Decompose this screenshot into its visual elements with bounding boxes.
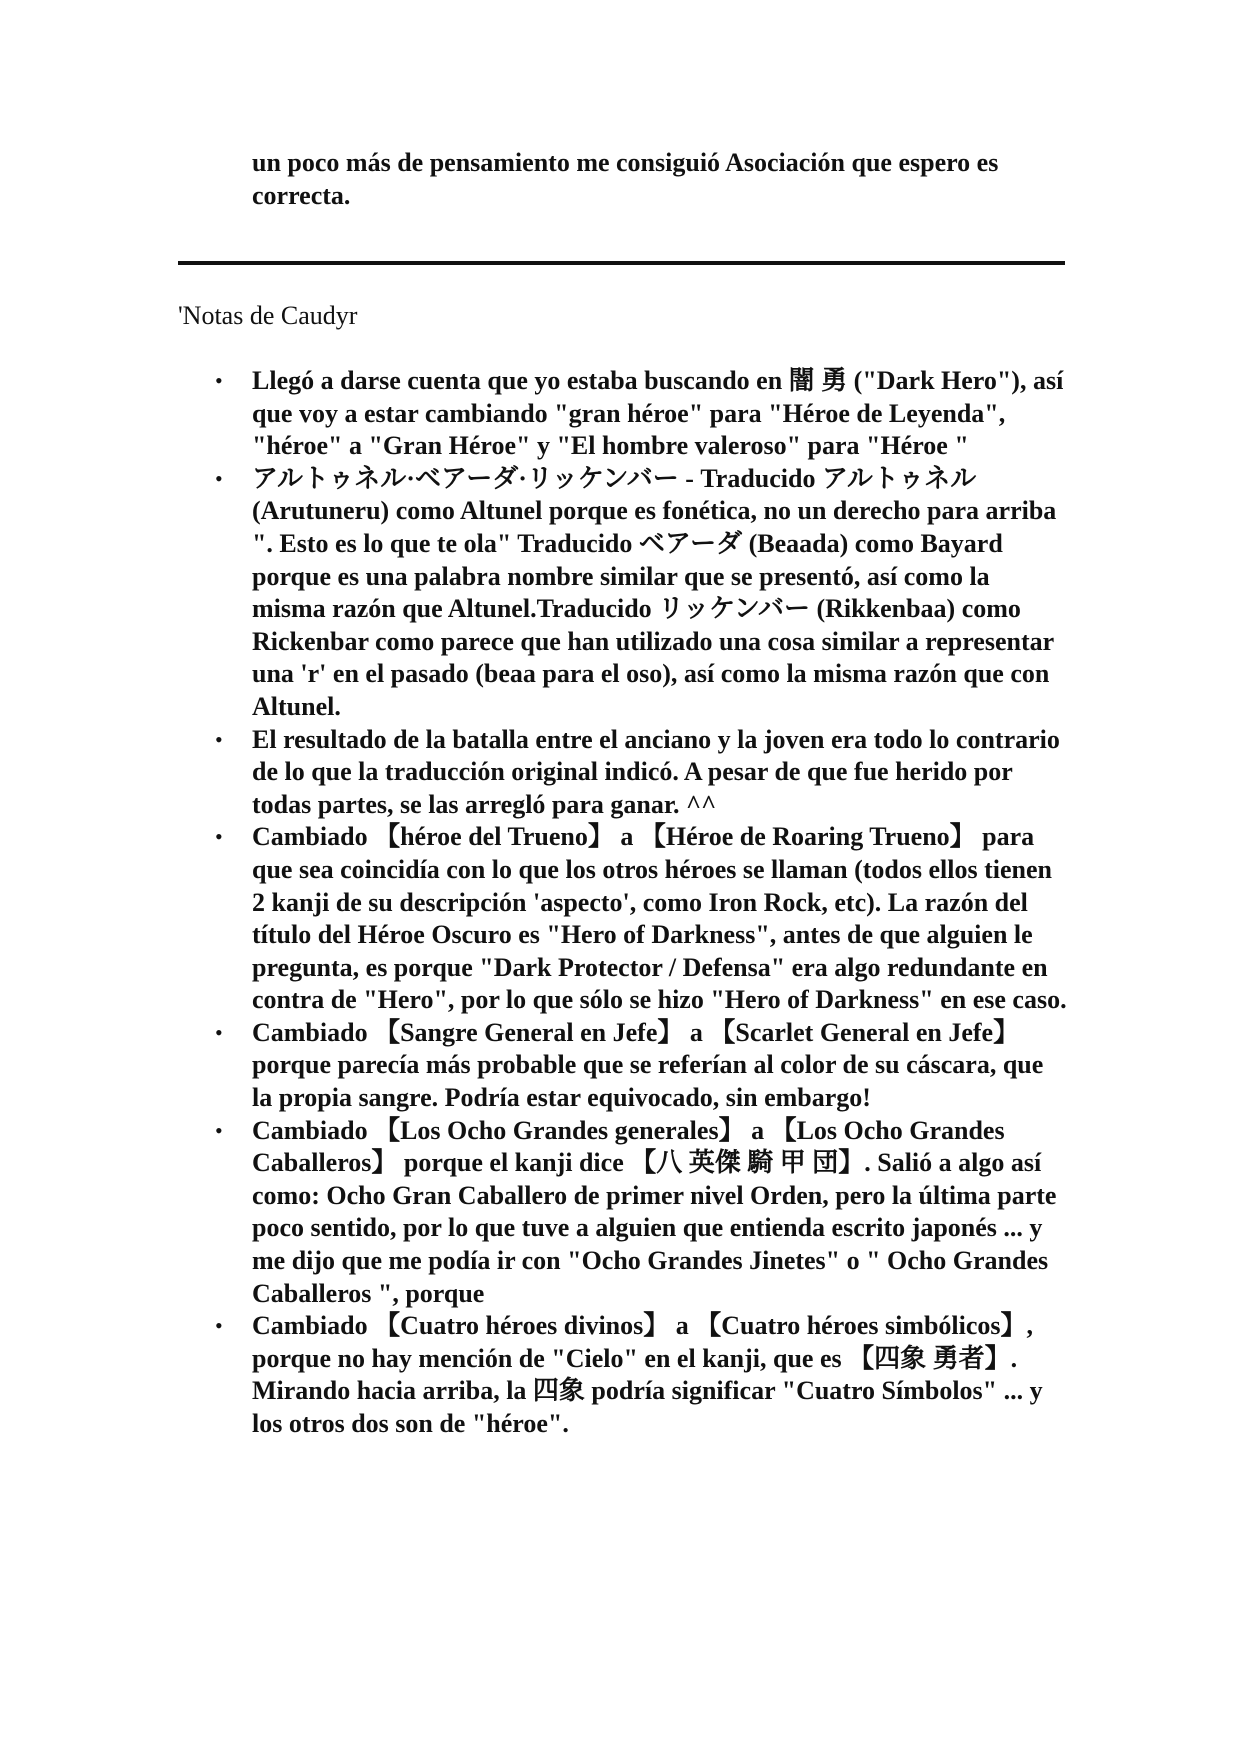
horizontal-rule [178,261,1065,265]
note-item-hero-naming [215,365,1067,463]
note-text: El resultado de la batalla entre el anciano y la joven era todo lo contrario de lo que la traducción original indicó. A pesar de que fue herido por todas partes, se las arregló para ganar. ^^ [252,724,1060,819]
note-item-scarlet-general [215,1017,1067,1115]
note-text: Cambiado 【Los Ocho Grandes generales】 a 【Los Ocho Grandes Caballeros】 porque el kanji dice 【八 英傑 騎 甲 団】. Salió a algo así como: Ocho Gran Caballero de primer nivel Orden, pero la última parte poco sentido, por lo que tuve a alguien que entienda escrito japonés ... y me dijo que me podía ir con "Ocho Grandes Jinetes" o " Ocho Grandes Caballeros ", porque [252,1115,1057,1308]
note-text: Cambiado 【Cuatro héroes divinos】 a 【Cuatro héroes simbólicos】, porque no hay mención de "Cielo" en el kanji, que es 【四象 勇者】. Mirando hacia arriba, la 四象 podría significar "Cuatro Símbolos" ... y los otros dos son de "héroe". [252,1311,1043,1438]
bullet-glyph: • [215,824,223,850]
note-item-battle-result [215,724,1067,822]
bullet-glyph: • [215,1019,223,1045]
bullet-glyph: • [215,1313,223,1339]
bullet-glyph: • [215,726,223,752]
bullet-glyph: • [215,368,223,393]
note-item-thunder-hero [215,821,1067,1017]
note-text: Llegó a darse cuenta que yo estaba buscando en 闇 勇 ("Dark Hero"), así que voy a estar cambiando "gran héroe" para "Héroe de Leyenda", "héroe" a "Gran Héroe" y "El hombre valeroso" para "Héroe " [252,366,1064,461]
bullet-glyph: • [215,465,223,491]
intro-paragraph: un poco más de pensamiento me consiguió Asociación que espero es correcta. [252,148,999,210]
note-item-eight-knights [215,1115,1067,1311]
note-text: Cambiado 【Sangre General en Jefe】 a 【Scarlet General en Jefe】 porque parecía más probable que se referían al color de su cáscara, que la propia sangre. Podría estar equivocado, sin embargo! [252,1017,1044,1113]
notes-heading: 'Notas de Caudyr [178,301,358,330]
note-item-four-heroes [215,1310,1067,1440]
note-item-altunel-names [215,463,1067,724]
note-text: Cambiado 【héroe del Trueno】 a 【Héroe de Roaring Trueno】 para que sea coincidía con lo que los otros héroes se llaman (todos ellos tienen 2 kanji de su descripción 'aspecto', como Iron Rock, etc). La razón del título del Héroe Oscuro es "Hero of Darkness", antes de que alguien le pregunta, es porque "Dark Protector / Defensa" era algo redundante en contra de "Hero", por lo que sólo se hizo "Hero of Darkness" en ese caso. [252,822,1067,1015]
notes-list [215,365,1067,1441]
note-text: アルトゥネル·ベアーダ·リッケンバー - Traducido アルトゥネル (Arutuneru) como Altunel porque es fonética, no un derecho para arriba ". Esto es lo que te ola" Traducido ベアーダ (Beaada) como Bayard porque es una palabra nombre similar que se presentó, así como la misma razón que Altunel.Traducido リッケンバー (Rikkenbaa) como Rickenbar como parece que han utilizado una cosa similar a representar una 'r' en el pasado (beaa para el oso), así como la misma razón que con Altunel. [252,463,1057,721]
bullet-glyph: • [215,1117,223,1143]
